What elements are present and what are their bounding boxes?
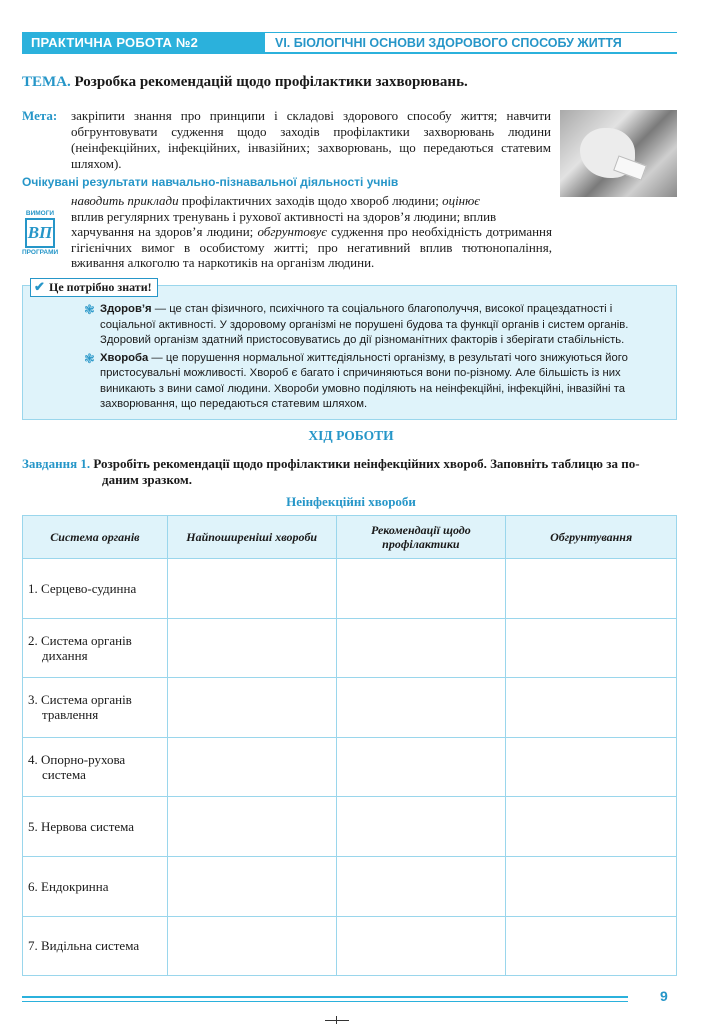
answer-cell[interactable] [167,797,336,857]
answer-cell[interactable] [336,678,506,738]
answer-cell[interactable] [336,737,506,797]
hands-photo [560,110,677,197]
answer-cell[interactable] [506,797,677,857]
answer-cell[interactable] [336,559,506,619]
footer-rule [22,1001,628,1002]
table-row: 7. Видільна система [23,916,677,976]
column-header: Найпоширеніші хвороби [167,516,336,559]
answer-cell[interactable] [167,678,336,738]
answer-cell[interactable] [167,737,336,797]
page-header [22,32,677,54]
table-row: 5. Нервова система [23,797,677,857]
table-row: 6. Ендокринна [23,856,677,916]
table-header-row [23,516,677,559]
table-row: 1. Серцево-судинна [23,559,677,619]
column-header: Рекомендації щодо профілактики [336,516,506,559]
program-requirements-icon [22,210,58,260]
column-header: Система органів [23,516,168,559]
topic-label: ТЕМА. [22,74,71,90]
table-row: 4. Опорно-рухова система [23,737,677,797]
footer-rule [22,996,628,998]
task-1 [22,456,677,488]
table-row: 2. Система органів дихання [23,618,677,678]
answer-cell[interactable] [506,678,677,738]
topic [22,74,677,91]
vymogy-top-text: ВИМОГИ [25,210,55,217]
flower-bullet-icon: ❃ [84,302,95,317]
answer-cell[interactable] [506,618,677,678]
checkmark-icon: ✔ [34,279,45,294]
info-box-label: ✔ Це потрібно знати! [30,278,158,297]
answer-cell[interactable] [336,856,506,916]
answer-cell[interactable] [506,737,677,797]
header-section-title: VI. БІОЛОГІЧНІ ОСНОВИ ЗДОРОВОГО СПОСОБУ ЖИТТЯ [265,32,677,54]
answer-cell[interactable] [336,916,506,976]
task-text: Розробіть рекомендації щодо профілактики неінфекційних хвороб. Заповніть таблицю за по- [93,456,640,471]
vymogy-mark: ВП [25,218,55,248]
table-caption: Неінфекційні хвороби [286,494,416,509]
crop-mark [336,1016,337,1024]
flower-bullet-icon: ❃ [84,350,95,366]
answer-cell[interactable] [336,618,506,678]
task-text-cont: даним зразком. [102,472,193,487]
procedure-heading: ХІД РОБОТИ [308,428,394,443]
page-number: 9 [660,988,668,1004]
answer-cell[interactable] [336,797,506,857]
answer-cell[interactable] [167,559,336,619]
table-row: 3. Система органів травлення [23,678,677,738]
answer-cell[interactable] [167,856,336,916]
crop-mark [325,1020,349,1021]
expected-results-heading: Очікувані результати навчально-пізнавальної діяльності учнів [22,175,399,189]
answer-cell[interactable] [506,916,677,976]
topic-text: Розробка рекомендацій щодо профілактики захворювань. [74,74,468,90]
header-work-title: ПРАКТИЧНА РОБОТА №2 [22,32,265,54]
answer-cell[interactable] [506,559,677,619]
info-box-content [84,302,669,415]
answer-cell[interactable] [167,618,336,678]
answer-cell[interactable] [167,916,336,976]
goal-text: закріпити знання про принципи і складові здорового способу життя; навчити обгрунтовувати судження щодо заходів профілактики захворювань людини (неінфекційних, інфекційних, інвазійних; захворювань, що передаються статевим шляхом). [71,108,551,171]
answer-cell[interactable] [506,856,677,916]
goal-label: Мета: [22,108,58,123]
definition-disease: ❃ Хвороба — це порушення нормальної життєдіяльності організму, в результаті чого знижуються його пристосувальні можливості. Хвороб є багато і спричиняються вони по-різному. Але більшість із них виникають з вини самої людини. Хвороби умовно поділяють на неінфекційні, інфекційні, інвазійні та захворювання, що передаються статевим шляхом. [84,350,628,410]
diseases-table [22,515,677,976]
task-label: Завдання 1. [22,456,91,471]
column-header: Обгрунтування [506,516,677,559]
expected-results-text: наводить приклади профілактичних заходів щодо хвороб людини; оцінює вплив регулярних тренувань і рухової активності на здоров’я людини; вплив харчування на здоров’я людини; обгрунтовує судження про необхідність дотримання гігієнічних вимог в особистому житті; про негативний вплив тютюнопаління, вживання алкоголю та наркотиків на організм людини. [71,193,552,270]
definition-health: ❃ Здоров’я — це стан фізичного, психічного та соціального благополуччя, високої працездатності і соціальної активності. У здоровому організмі не порушені будова та функції органів і систем органів. Здоровий організм здатний пристосовуватись до дії різноманітних факторів і зберігати стабільність. [84,302,629,346]
vymogy-bottom-text: ПРОГРАМИ [22,249,59,256]
